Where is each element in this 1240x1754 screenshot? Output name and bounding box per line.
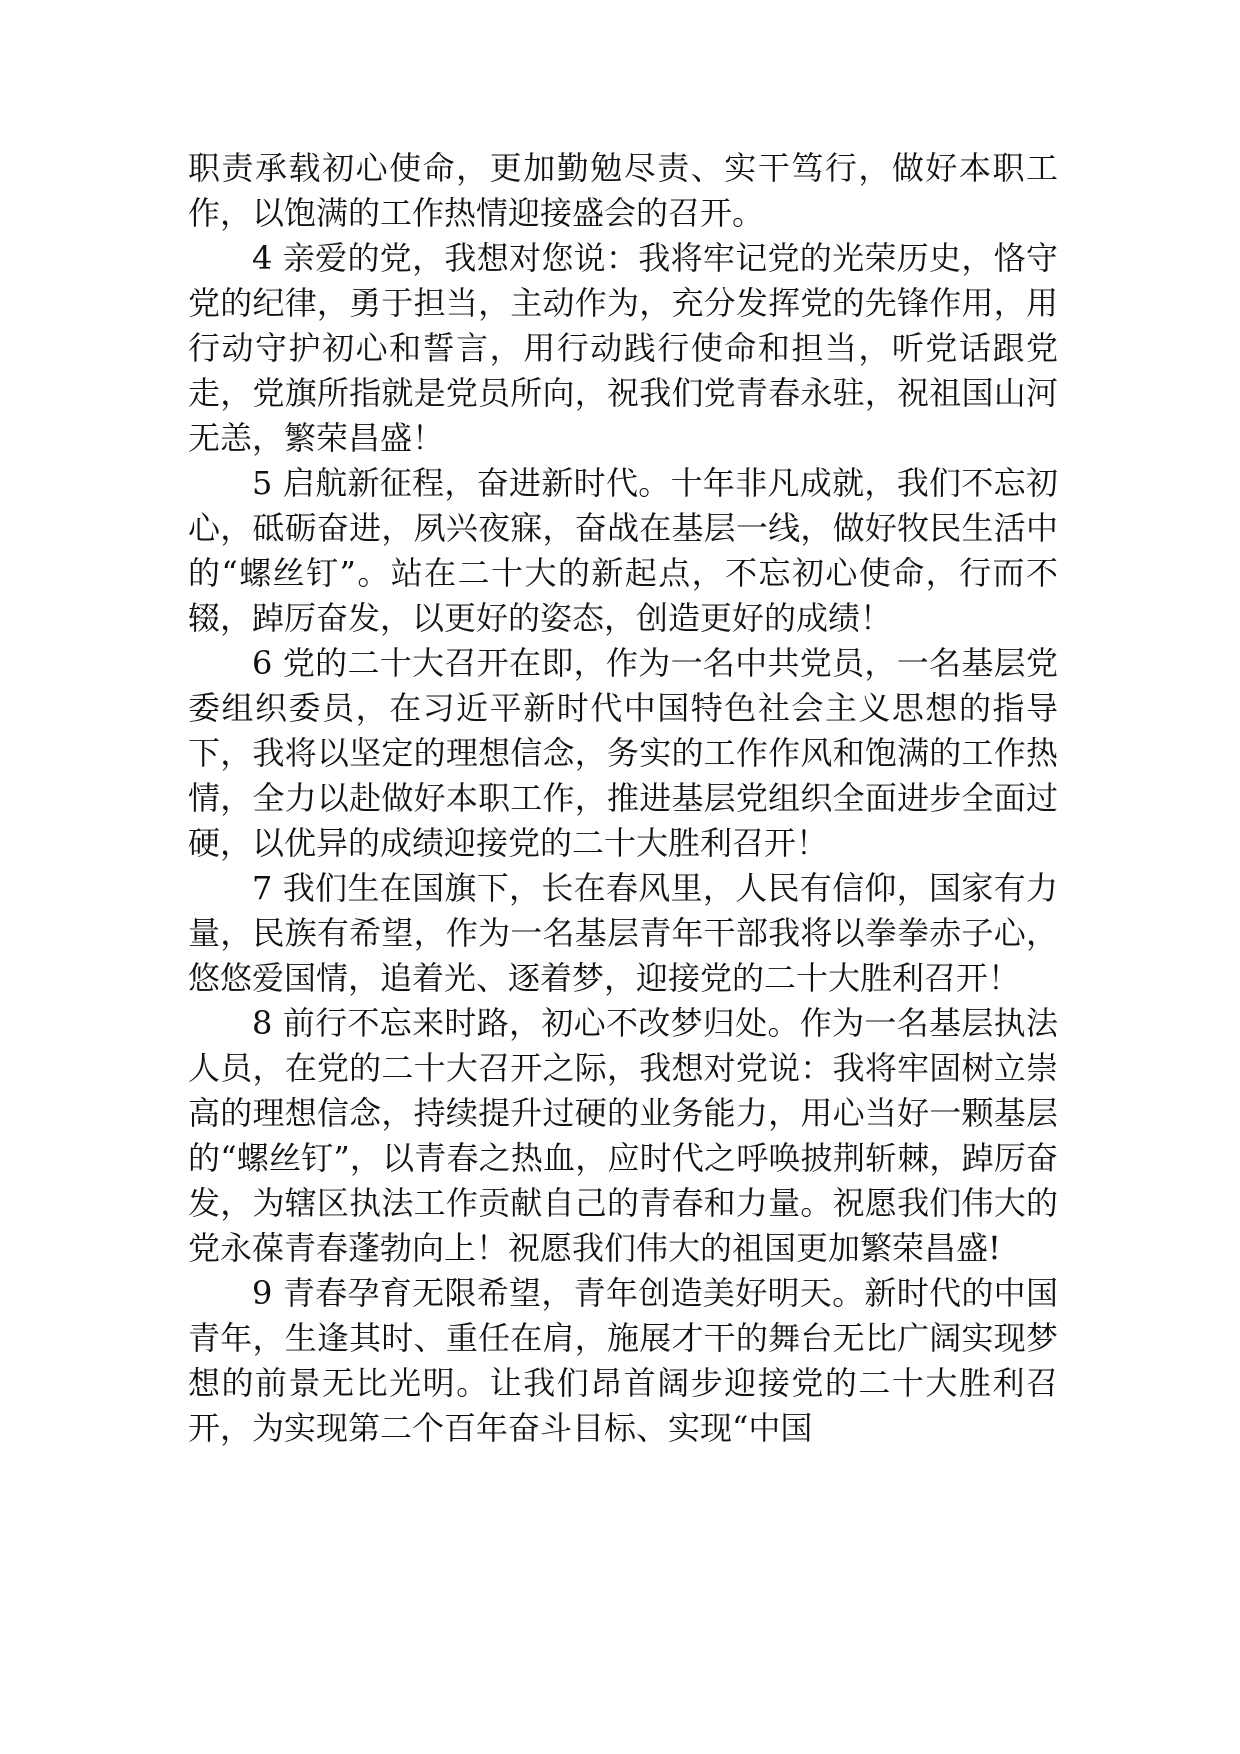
paragraph-5: 5 启航新征程，奋进新时代。十年非凡成就，我们不忘初心，砥砺奋进，夙兴夜寐，奋战在基层一线，做好牧民生活中的“螺丝钉”。站在二十大的新起点，不忘初心使命，行而不辍，踔厉奋发，以更好的姿态，创造更好的成绩！: [188, 464, 1058, 637]
paragraph-8: 8 前行不忘来时路，初心不改梦归处。作为一名基层执法人员，在党的二十大召开之际，我想对党说：我将牢固树立崇高的理想信念，持续提升过硬的业务能力，用心当好一颗基层的“螺丝钉”，以青春之热血，应时代之呼唤披荆斩棘，踔厉奋发，为辖区执法工作贡献自己的青春和力量。祝愿我们伟大的党永葆青春蓬勃向上！祝愿我们伟大的祖国更加繁荣昌盛!: [188, 1004, 1058, 1267]
paragraph-9: 9 青春孕育无限希望，青年创造美好明天。新时代的中国青年，生逢其时、重任在肩，施展才干的舞台无比广阔实现梦想的前景无比光明。让我们昂首阔步迎接党的二十大胜利召开，为实现第二个百年奋斗目标、实现“中国: [188, 1274, 1058, 1447]
paragraph-4: 4 亲爱的党，我想对您说：我将牢记党的光荣历史，恪守党的纪律，勇于担当，主动作为，充分发挥党的先锋作用，用行动守护初心和誓言，用行动践行使命和担当，听党话跟党走，党旗所指就是党员所向，祝我们党青春永驻，祝祖国山河无恙，繁荣昌盛！: [188, 239, 1058, 457]
paragraph-continuation: 职责承载初心使命，更加勤勉尽责、实干笃行，做好本职工作，以饱满的工作热情迎接盛会的召开。: [188, 149, 1058, 232]
paragraph-7: 7 我们生在国旗下，长在春风里，人民有信仰，国家有力量，民族有希望，作为一名基层青年干部我将以拳拳赤子心，悠悠爱国情，追着光、逐着梦，迎接党的二十大胜利召开！: [188, 869, 1058, 997]
paragraph-6: 6 党的二十大召开在即，作为一名中共党员，一名基层党委组织委员，在习近平新时代中国特色社会主义思想的指导下，我将以坚定的理想信念，务实的工作作风和饱满的工作热情，全力以赴做好本职工作，推进基层党组织全面进步全面过硬，以优异的成绩迎接党的二十大胜利召开！: [188, 644, 1058, 862]
document-body: [188, 146, 1058, 1451]
